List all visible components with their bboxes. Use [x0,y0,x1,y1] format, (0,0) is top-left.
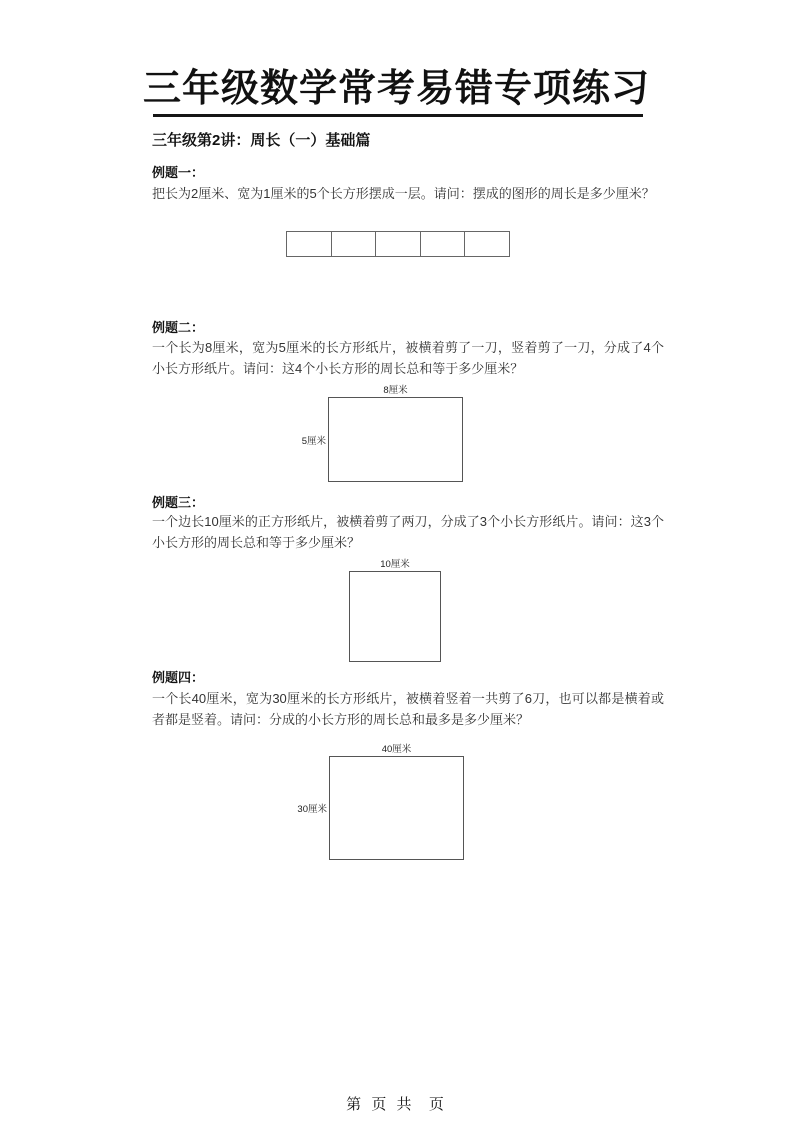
example3-heading: 例题三： [152,495,205,510]
lesson-subtitle: 三年级第2讲：周长（一）基础篇 [152,132,371,149]
example2-figure-rectangle [301,385,463,482]
example4-body: 一个长40厘米，宽为30厘米的长方形纸片，被横着竖着一共剪了6刀，也可以都是横着或者都是竖着。请问：分成的小长方形的周长总和最多是多少厘米？ [152,691,664,727]
example1-heading: 例题一： [152,165,205,180]
strip-cell [286,231,332,257]
strip-cell [332,231,377,257]
strip-cell [376,231,421,257]
example2-body: 一个长为8厘米，宽为5厘米的长方形纸片，被横着剪了一刀，竖着剪了一刀，分成了4个小长方形纸片。请问：这4个小长方形的周长总和等于多少厘米？ [152,340,664,376]
example3-top-dimension-label: 10厘米 [380,559,410,570]
example1-figure-rectangle-strip [286,231,510,257]
example4-left-dimension-label: 30厘米 [297,804,327,815]
example4-heading: 例题四： [152,670,205,685]
example3-figure-square [349,559,441,662]
strip-cell [421,231,466,257]
example1-body: 把长为2厘米、宽为1厘米的5个长方形摆成一层。请问：摆成的图形的周长是多少厘米？ [152,186,655,201]
title-underline [153,114,643,117]
example2-heading: 例题二： [152,320,205,335]
page-footer: 第 页 共 页 [346,1096,447,1113]
example2-left-dimension-label: 5厘米 [301,435,326,447]
example4-top-dimension-label: 40厘米 [381,744,412,755]
page-title: 三年级数学常考易错专项练习 [142,68,650,110]
example3-body: 一个边长10厘米的正方形纸片，被横着剪了两刀，分成了3个小长方形纸片。请问：这3个小长方形的周长总和等于多少厘米？ [152,514,664,550]
example4-figure-rectangle [297,744,464,860]
example2-top-dimension-label: 8厘米 [383,385,408,396]
strip-cell [465,231,510,257]
